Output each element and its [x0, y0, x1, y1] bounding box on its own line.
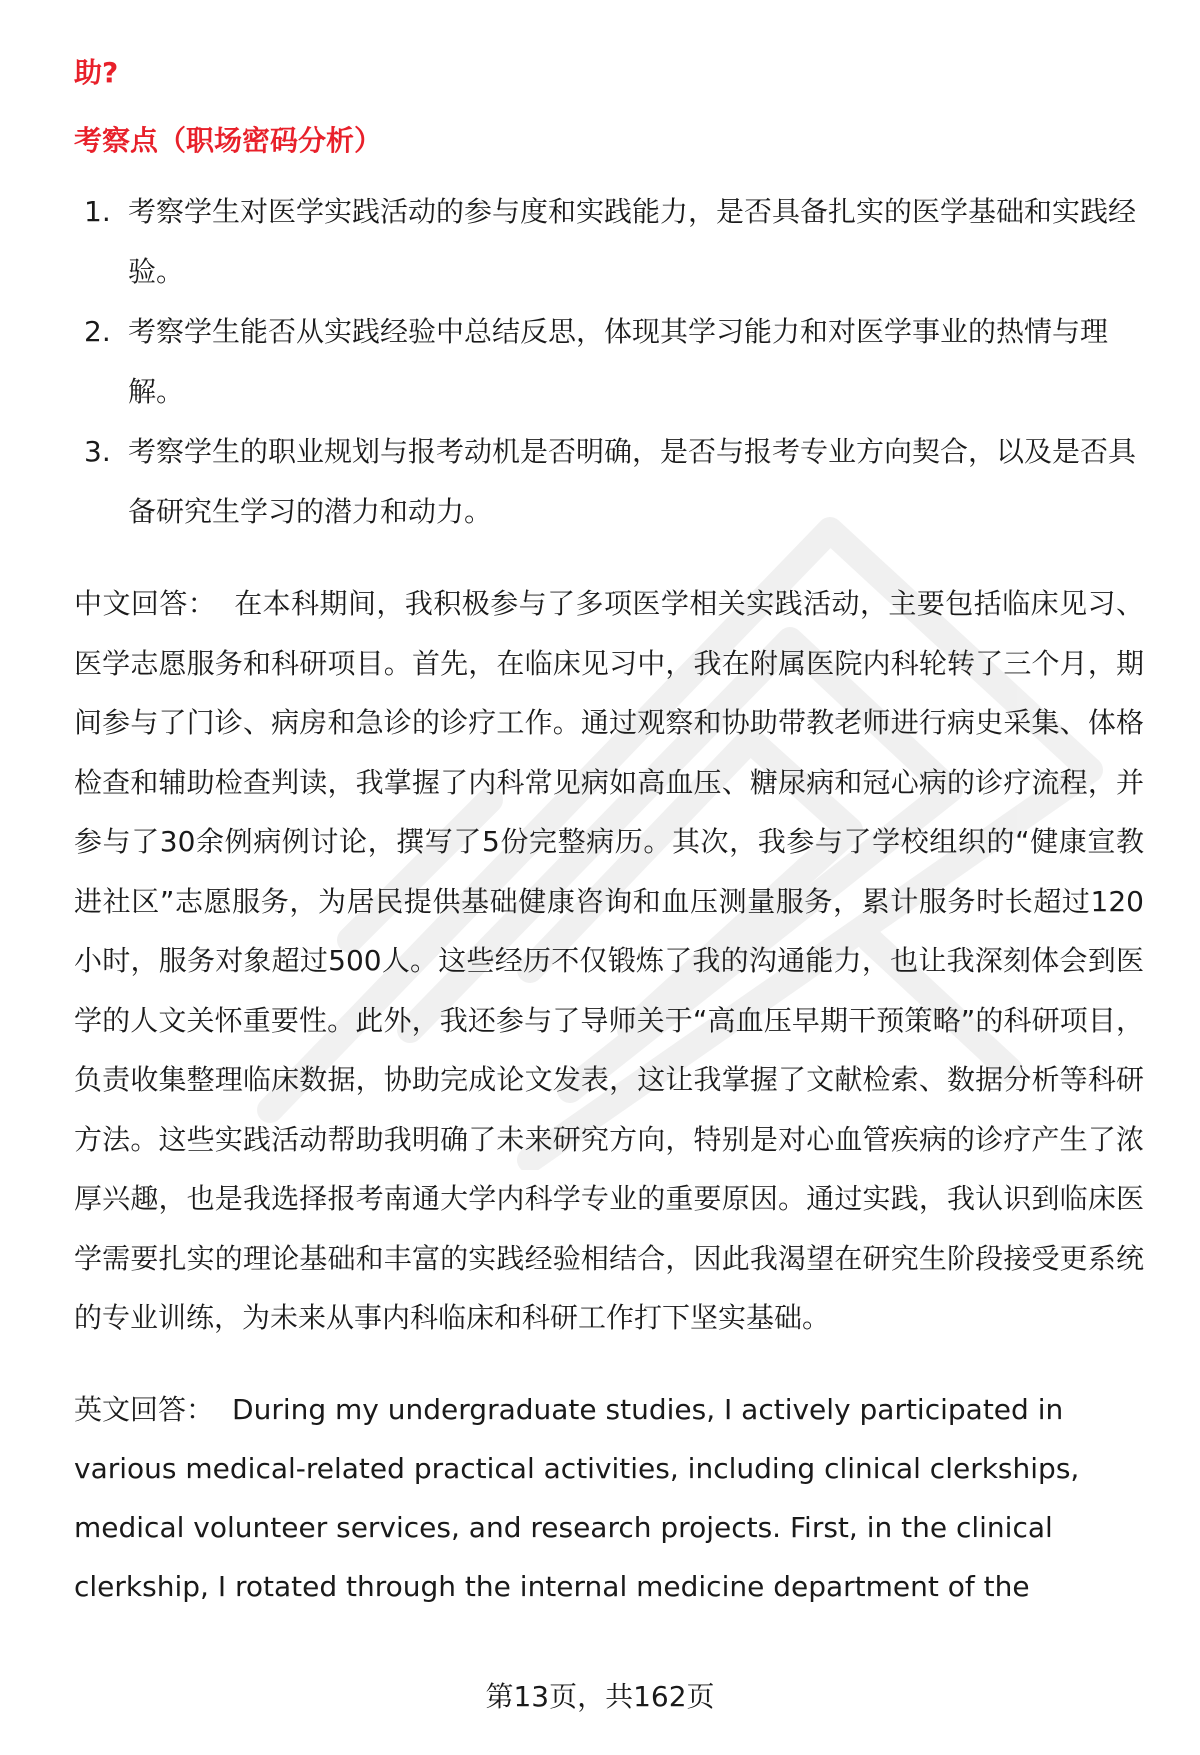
chinese-answer-text: 在本科期间，我积极参与了多项医学相关实践活动，主要包括临床见习、医学志愿服务和科研项目。首先，在临床见习中，我在附属医院内科轮转了三个月，期间参与了门诊、病房和急诊的诊疗工作。通过观察和协助带教老师进行病史采集、体格检查和辅助检查判读，我掌握了内科常见病如高血压、糖尿病和冠心病的诊疗流程，并参与了30余例病例讨论，撰写了5份完整病历。其次，我参与了学校组织的“健康宣教进社区”志愿服务，为居民提供基础健康咨询和血压测量服务，累计服务时长超过120小时，服务对象超过500人。这些经历不仅锻炼了我的沟通能力，也让我深刻体会到医学的人文关怀重要性。此外，我还参与了导师关于“高血压早期干预策略”的科研项目，负责收集整理临床数据，协助完成论文发表，这让我掌握了文献检索、数据分析等科研方法。这些实践活动帮助我明确了未来研究方向，特别是对心血管疾病的诊疗产生了浓厚兴趣，也是我选择报考南通大学内科学专业的重要原因。通过实践，我认识到临床医学需要扎实的理论基础和丰富的实践经验相结合，因此我渴望在研究生阶段接受更系统的专业训练，为未来从事内科临床和科研工作打下坚实基础。: [74, 587, 1144, 1334]
list-item-text: 考察学生对医学实践活动的参与度和实践能力，是否具备扎实的医学基础和实践经验。: [128, 195, 1137, 288]
list-item: [74, 182, 1144, 302]
english-answer-label: 英文回答：: [74, 1392, 215, 1426]
english-answer-text: During my undergraduate studies, I actively participated in various medical-related practical activities, including clinical clerkships, medical volunteer services, and research projects. First, in the clinical clerkship, I rotated through the internal medicine department of the: [74, 1392, 1080, 1603]
document-content: [74, 50, 1144, 1616]
chinese-answer: [74, 574, 1144, 1348]
section-title: 考察点（职场密码分析）: [74, 124, 383, 157]
list-item-number: 3.: [84, 435, 111, 468]
list-item-number: 1.: [84, 195, 111, 228]
page-number-footer: 第13页，共162页: [485, 1680, 715, 1713]
english-answer: [74, 1380, 1144, 1616]
list-item: [74, 302, 1144, 422]
chinese-answer-label: 中文回答：: [74, 587, 217, 620]
heading-fragment: 助?: [74, 56, 119, 89]
list-item-text: 考察学生能否从实践经验中总结反思，体现其学习能力和对医学事业的热情与理解。: [128, 315, 1109, 408]
list-item-number: 2.: [84, 315, 111, 348]
assessment-points-list: [74, 182, 1144, 542]
list-item-text: 考察学生的职业规划与报考动机是否明确，是否与报考专业方向契合，以及是否具备研究生学习的潜力和动力。: [128, 435, 1137, 528]
list-item: [74, 422, 1144, 542]
